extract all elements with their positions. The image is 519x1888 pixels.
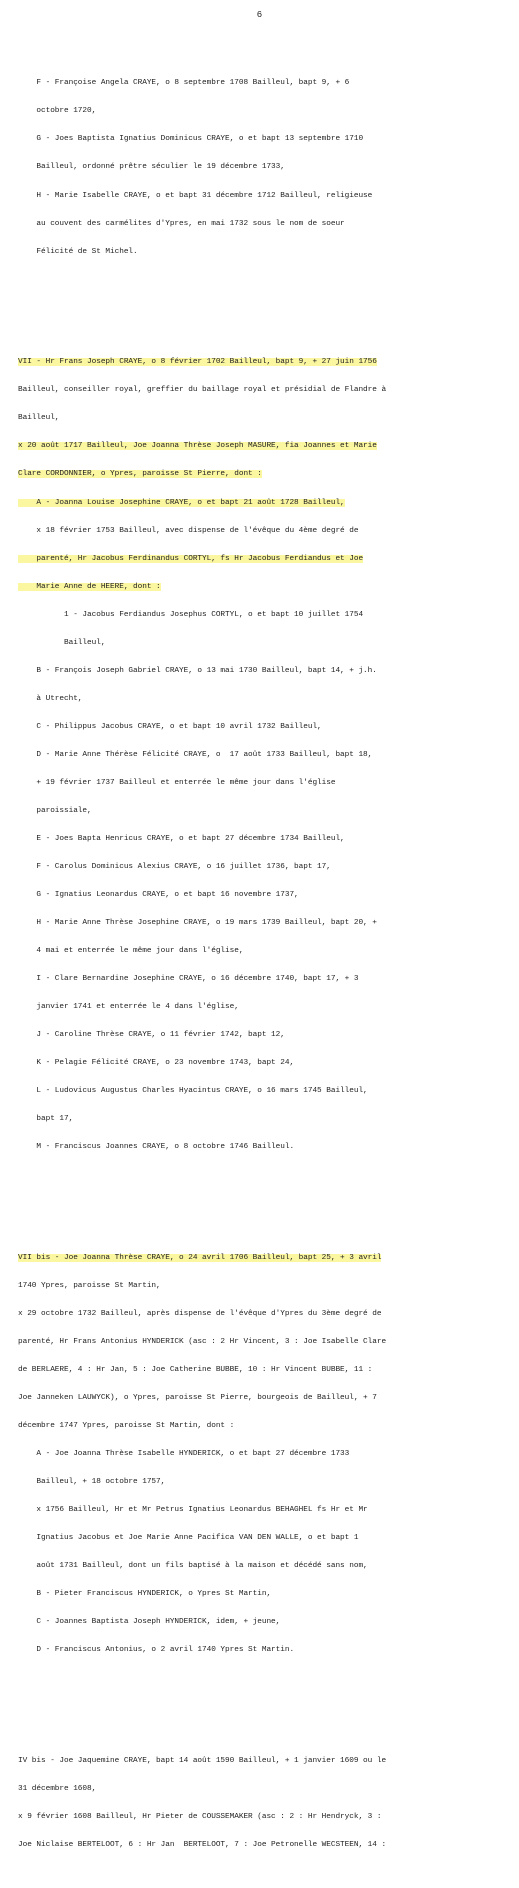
- text-line: janvier 1741 et enterrée le 4 dans l'église,: [18, 1003, 239, 1012]
- highlighted-text: Marie Anne de HEERE, dont :: [18, 582, 161, 591]
- child-entry: G - Ignatius Leonardus CRAYE, o et bapt 16 novembre 1737,: [18, 890, 299, 899]
- text-line: [18, 583, 504, 592]
- section-vii-bis: [18, 1235, 504, 1674]
- document-body: [18, 42, 504, 1888]
- text-line: x 18 février 1753 Bailleul, avec dispense de l'évêque du 4ème degré de: [18, 526, 359, 535]
- text-line: x 29 octobre 1732 Bailleul, après dispense de l'évêque d'Ypres du 3ème degré de: [18, 1310, 382, 1319]
- section-spacer: [18, 1703, 504, 1711]
- section-spacer: [18, 1199, 504, 1207]
- section-f-g-h: [18, 61, 504, 276]
- text-line: Bailleul, + 18 octobre 1757,: [18, 1478, 166, 1487]
- section-vii: [18, 340, 504, 1172]
- section-spacer: [18, 304, 504, 312]
- text-line: Félicité de St Michel.: [18, 247, 138, 256]
- section-iv-bis: [18, 1739, 504, 1870]
- child-entry: L - Ludovicus Augustus Charles Hyacintus CRAYE, o 16 mars 1745 Bailleul,: [18, 1087, 368, 1096]
- text-line: 31 décembre 1608,: [18, 1785, 97, 1794]
- text-line: août 1731 Bailleul, dont un fils baptisé à la maison et décédé sans nom,: [18, 1562, 368, 1571]
- text-line: bapt 17,: [18, 1115, 74, 1124]
- child-entry: B - Pieter Franciscus HYNDERICK, o Ypres St Martin,: [18, 1590, 272, 1599]
- text-line: G - Joes Baptista Ignatius Dominicus CRAYE, o et bapt 13 septembre 1710: [18, 135, 364, 144]
- child-entry: C - Joannes Baptista Joseph HYNDERICK, idem, + jeune,: [18, 1618, 281, 1627]
- highlighted-text: parenté, Hr Jacobus Ferdinandus CORTYL, fs Hr Jacobus Ferdiandus et Joe: [18, 554, 364, 563]
- text-line: Joe Niclaise BERTELOOT, 6 : Hr Jan BERTELOOT, 7 : Joe Petronelle WECSTEEN, 14 :: [18, 1841, 387, 1850]
- text-line: 1740 Ypres, paroisse St Martin,: [18, 1282, 161, 1291]
- highlighted-text: Clare CORDONNIER, o Ypres, paroisse St Pierre, dont :: [18, 470, 262, 479]
- text-line: parenté, Hr Frans Antonius HYNDERICK (asc : 2 Hr Vincent, 3 : Joe Isabelle Clare: [18, 1338, 387, 1347]
- text-line: à Utrecht,: [18, 694, 83, 703]
- text-line: de BERLAERE, 4 : Hr Jan, 5 : Joe Catherine BUBBE, 10 : Hr Vincent BUBBE, 11 :: [18, 1366, 373, 1375]
- highlighted-text: x 20 août 1717 Bailleul, Joe Joanna Thrèse Joseph MASURE, fia Joannes et Marie: [18, 442, 377, 451]
- text-line: F - Françoise Angela CRAYE, o 8 septembre 1708 Bailleul, bapt 9, + 6: [18, 79, 350, 88]
- section-iv-bis-heading: IV bis - Joe Jaquemine CRAYE, bapt 14 août 1590 Bailleul, + 1 janvier 1609 ou le: [18, 1757, 387, 1766]
- child-entry: J - Caroline Thrèse CRAYE, o 11 février 1742, bapt 12,: [18, 1031, 285, 1040]
- section-vii-bis-heading: [18, 1254, 504, 1263]
- child-entry: D - Franciscus Antonius, o 2 avril 1740 Ypres St Martin.: [18, 1646, 295, 1655]
- text-line: Bailleul, ordonné prêtre séculier le 19 décembre 1733,: [18, 163, 285, 172]
- text-line: Bailleul,: [18, 638, 106, 647]
- text-line: 4 mai et enterrée le même jour dans l'église,: [18, 947, 244, 955]
- child-entry: I - Clare Bernardine Josephine CRAYE, o 16 décembre 1740, bapt 17, + 3: [18, 975, 359, 984]
- text-line: [18, 555, 504, 564]
- text-line: H - Marie Isabelle CRAYE, o et bapt 31 décembre 1712 Bailleul, religieuse: [18, 191, 373, 200]
- text-line: Bailleul,: [18, 414, 60, 423]
- text-line: paroissiale,: [18, 806, 92, 815]
- child-entry: H - Marie Anne Thrèse Josephine CRAYE, o 19 mars 1739 Bailleul, bapt 20, +: [18, 918, 377, 927]
- highlighted-text: A - Joanna Louise Josephine CRAYE, o et bapt 21 août 1728 Bailleul,: [18, 498, 345, 507]
- child-entry: M - Franciscus Joannes CRAYE, o 8 octobre 1746 Bailleul.: [18, 1143, 295, 1152]
- text-line: x 9 février 1608 Bailleul, Hr Pieter de COUSSEMAKER (asc : 2 : Hr Hendryck, 3 :: [18, 1813, 382, 1822]
- page-number: 6: [256, 10, 263, 20]
- highlighted-text: VII - Hr Frans Joseph CRAYE, o 8 février 1702 Bailleul, bapt 9, + 27 juin 1756: [18, 358, 377, 367]
- highlighted-text: VII bis - Joe Joanna Thrèse CRAYE, o 24 avril 1706 Bailleul, bapt 25, + 3 avril: [18, 1254, 382, 1262]
- child-entry: E - Joes Bapta Henricus CRAYE, o et bapt 27 décembre 1734 Bailleul,: [18, 834, 345, 843]
- text-line: Joe Janneken LAUWYCK), o Ypres, paroisse St Pierre, bourgeois de Bailleul, + 7: [18, 1394, 377, 1403]
- text-line: [18, 442, 504, 451]
- child-entry: K - Pelagie Félicité CRAYE, o 23 novembre 1743, bapt 24,: [18, 1059, 295, 1068]
- text-line: Ignatius Jacobus et Joe Marie Anne Pacifica VAN DEN WALLE, o et bapt 1: [18, 1534, 359, 1543]
- child-entry: A - Joe Joanna Thrèse Isabelle HYNDERICK, o et bapt 27 décembre 1733: [18, 1450, 350, 1459]
- section-vii-heading: [18, 358, 504, 367]
- text-line: + 19 février 1737 Bailleul et enterrée le même jour dans l'église: [18, 778, 336, 787]
- text-line: Bailleul, conseiller royal, greffier du baillage royal et présidial de Flandre à: [18, 386, 387, 395]
- grandchild-entry: 1 - Jacobus Ferdiandus Josephus CORTYL, o et bapt 10 juillet 1754: [18, 610, 364, 619]
- child-entry: [18, 499, 504, 508]
- child-entry: D - Marie Anne Thérèse Félicité CRAYE, o 17 août 1733 Bailleul, bapt 18,: [18, 750, 373, 759]
- child-entry: C - Philippus Jacobus CRAYE, o et bapt 10 avril 1732 Bailleul,: [18, 722, 322, 731]
- text-line: décembre 1747 Ypres, paroisse St Martin, dont :: [18, 1422, 235, 1431]
- text-line: au couvent des carmélites d'Ypres, en mai 1732 sous le nom de soeur: [18, 219, 345, 228]
- text-line: [18, 470, 504, 479]
- child-entry: B - François Joseph Gabriel CRAYE, o 13 mai 1730 Bailleul, bapt 14, + j.h.: [18, 666, 377, 675]
- text-line: octobre 1720,: [18, 107, 97, 116]
- text-line: x 1756 Bailleul, Hr et Mr Petrus Ignatius Leonardus BEHAGHEL fs Hr et Mr: [18, 1506, 368, 1515]
- child-entry: F - Carolus Dominicus Alexius CRAYE, o 16 juillet 1736, bapt 17,: [18, 862, 331, 871]
